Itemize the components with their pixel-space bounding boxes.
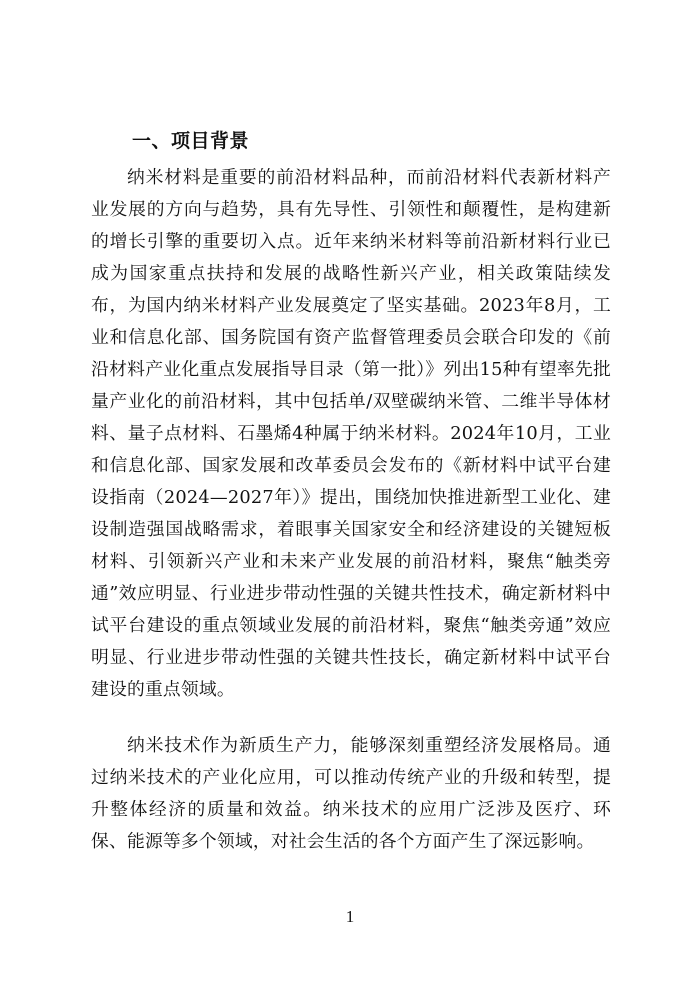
- section-heading: 一、项目背景: [132, 130, 250, 152]
- body-paragraph-1: 纳米材料是重要的前沿材料品种，而前沿材料代表新材料产业发展的方向与趋势，具有先导性、引领性和颠覆性，是构建新的增长引擎的重要切入点。近年来纳米材料等前沿新材料行业已成为国家重点扶持和发展的战略性新兴产业，相关政策陆续发布，为国内纳米材料产业发展奠定了坚实基础。2023年8月，工业和信息化部、国务院国有资产监督管理委员会联合印发的《前沿材料产业化重点发展指导目录（第一批）》列出15种有望率先批量产业化的前沿材料，其中包括单/双壁碳纳米管、二维半导体材料、量子点材料、石墨烯4种属于纳米材料。2024年10月，工业和信息化部、国家发展和改革委员会发布的《新材料中试平台建设指南（2024—2027年）》提出，围绕加快推进新型工业化、建设制造强国战略需求，着眼事关国家安全和经济建设的关键短板材料、引领新兴产业和未来产业发展的前沿材料，聚焦“触类旁通”效应明显、行业进步带动性强的关键共性技术，确定新材料中试平台建设的重点领域业发展的前沿材料，聚焦“触类旁通”效应明显、行业进步带动性强的关键共性技长，确定新材料中试平台建设的重点领域。: [91, 167, 611, 700]
- body-paragraph-2: 纳米技术作为新质生产力，能够深刻重塑经济发展格局。通过纳米技术的产业化应用，可以推动传统产业的升级和转型，提升整体经济的质量和效益。纳米技术的应用广泛涉及医疗、环保、能源等多个领域，对社会生活的各个方面产生了深远影响。: [91, 735, 611, 852]
- page-number: 1: [345, 907, 355, 926]
